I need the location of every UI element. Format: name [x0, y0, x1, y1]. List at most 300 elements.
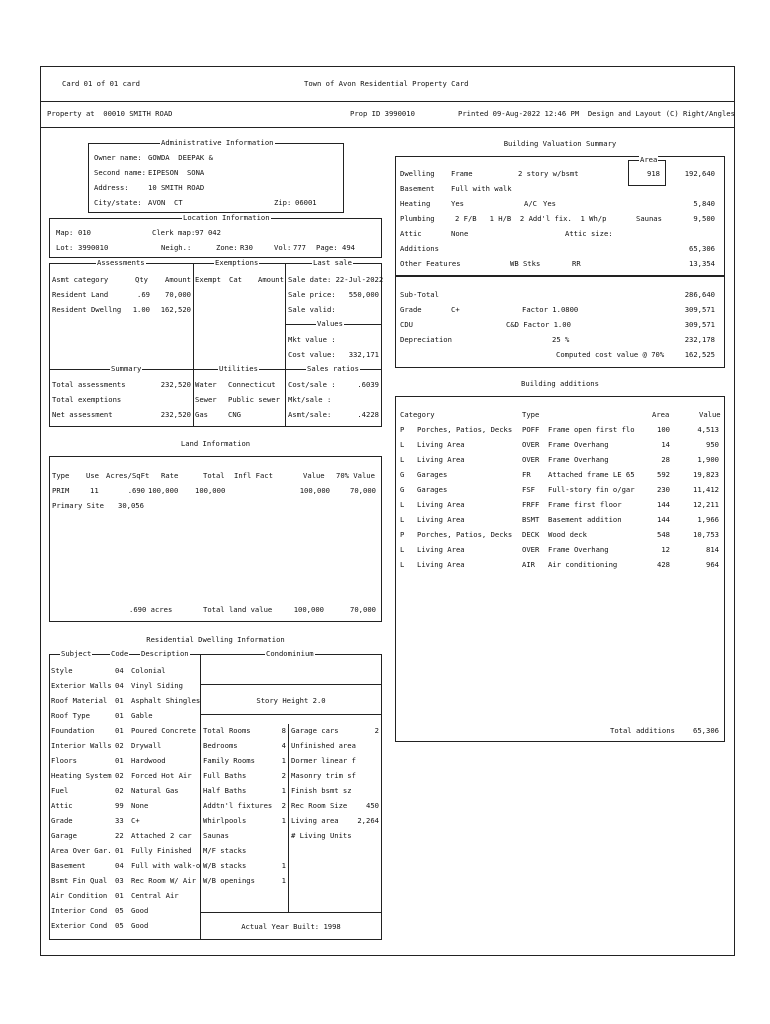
add-header-type: Type [522, 410, 540, 419]
ac-value: Yes [543, 199, 556, 208]
ratio-row-3-value: .4228 [357, 410, 379, 419]
subtotal-value: 286,640 [684, 290, 715, 299]
garage-value: 450 [366, 801, 379, 810]
res-subject: Foundation [51, 726, 95, 735]
addition-value: 19,823 [693, 470, 719, 479]
land-header-value: Value [303, 471, 325, 480]
addition-area: 28 [661, 455, 670, 464]
depreciation-pct: 25 % [552, 335, 570, 344]
residential-title: Residential Dwelling Information [146, 635, 285, 644]
res-subject: Style [51, 666, 73, 675]
addition-value: 4,513 [697, 425, 719, 434]
addition-type-code: OVER [522, 440, 540, 449]
plumbing-detail: 2 F/B 1 H/B 2 Add'l fix. 1 Wh/p [455, 214, 607, 223]
room-label: Saunas [203, 831, 229, 840]
addition-value: 1,900 [697, 455, 719, 464]
room-count: 2 [281, 771, 286, 780]
land-row2-label: Primary Site [52, 501, 104, 510]
addition-type: Full-story fin o/gar [548, 485, 635, 494]
land-row-total: 100,000 [195, 486, 226, 495]
heating-value-text: Yes [451, 199, 464, 208]
res-code: 04 [115, 861, 124, 870]
res-description: None [131, 801, 149, 810]
asmt-row-2-amount: 162,520 [160, 305, 191, 314]
addition-area: 100 [657, 425, 670, 434]
page-label: Page: [316, 243, 338, 252]
res-subject: Exterior Cond [51, 921, 108, 930]
exempt-header-amount: Amount [258, 275, 284, 284]
room-label: Full Baths [203, 771, 247, 780]
additions-value: 65,306 [689, 244, 715, 253]
res-subject: Air Condition [51, 891, 108, 900]
res-description: Colonial [131, 666, 166, 675]
room-label: Addtn'l fixtures [203, 801, 273, 810]
asmt-row-2-category: Resident Dwellng [52, 305, 122, 314]
res-subject: Heating System [51, 771, 112, 780]
land-row-use: 11 [90, 486, 99, 495]
heating-label: Heating [400, 199, 431, 208]
exempt-header-cat: Cat [229, 275, 242, 284]
res-header-description: Description [141, 649, 189, 658]
lot-label: Lot: [56, 243, 74, 252]
address-label: Address: [94, 183, 129, 192]
res-subject: Floors [51, 756, 77, 765]
second-label: Second name: [94, 168, 146, 177]
res-description: Hardwood [131, 756, 166, 765]
res-header-subject: Subject [61, 649, 92, 658]
grid-divider-2 [285, 263, 286, 427]
room-count: 2 [281, 801, 286, 810]
land-total-value: 100,000 [293, 605, 324, 614]
room-label: Total Rooms [203, 726, 251, 735]
heating-value: 5,840 [693, 199, 715, 208]
addition-type-code: BSMT [522, 515, 540, 524]
computed-label: Computed cost value @ 70% [556, 350, 665, 359]
res-code: 02 [115, 741, 124, 750]
garage-label: Finish bsmt sz [291, 786, 352, 795]
asmt-row-2-qty: 1.00 [132, 305, 150, 314]
land-header-total: Total [203, 471, 225, 480]
room-label: Bedrooms [203, 741, 238, 750]
room-count: 1 [281, 786, 286, 795]
asmt-header-qty: Qty [135, 275, 148, 284]
sales-ratios-title: Sales ratios [307, 364, 359, 373]
res-description: Rec Room W/ Air [131, 876, 196, 885]
plumbing-label: Plumbing [400, 214, 435, 223]
res-code: 01 [115, 846, 124, 855]
vol-value: 777 [293, 243, 306, 252]
addition-type: Attached frame LE 65 [548, 470, 635, 479]
addition-value: 12,211 [693, 500, 719, 509]
land-header-acres: Acres/SqFt [106, 471, 150, 480]
mkt-value-label: Mkt value : [288, 335, 336, 344]
res-code: 99 [115, 801, 124, 810]
ac-label: A/C [524, 199, 537, 208]
vol-label: Vol: [274, 243, 292, 252]
clerk-label: Clerk map: [152, 228, 196, 237]
addition-value: 11,412 [693, 485, 719, 494]
ratio-row-2-label: Mkt/sale : [288, 395, 332, 404]
exempt-header-exempt: Exempt [195, 275, 221, 284]
summary-title: Summary [111, 364, 142, 373]
sale-price-label: Sale price: [288, 290, 336, 299]
addition-category: Porches, Patios, Decks [417, 530, 513, 539]
res-subject: Interior Cond [51, 906, 108, 915]
utility-row-2-type: Sewer [195, 395, 217, 404]
addition-type: Frame Overhang [548, 455, 609, 464]
cost-value: 332,171 [348, 350, 379, 359]
addition-value: 950 [706, 440, 719, 449]
summary-row-2-label: Total exemptions [52, 395, 122, 404]
header-divider-2 [40, 127, 735, 128]
utility-row-2-value: Public sewer [228, 395, 280, 404]
room-count: 1 [281, 861, 286, 870]
room-label: M/F stacks [203, 846, 247, 855]
garage-label: Rec Room Size [291, 801, 348, 810]
land-header-type: Type [52, 471, 70, 480]
res-code: 01 [115, 696, 124, 705]
addition-type: Frame open first flo [548, 425, 635, 434]
area-label: Area [640, 155, 658, 164]
res-code: 03 [115, 876, 124, 885]
garage-value: 2 [374, 726, 379, 735]
room-count: 1 [281, 816, 286, 825]
addition-code: L [400, 500, 405, 509]
room-label: Whirlpools [203, 816, 247, 825]
addition-category: Living Area [417, 515, 465, 524]
res-code: 01 [115, 756, 124, 765]
land-box [49, 456, 382, 622]
basement-label: Basement [400, 184, 435, 193]
addition-code: G [400, 485, 405, 494]
additions-label: Additions [400, 244, 439, 253]
cdu-value: 309,571 [684, 320, 715, 329]
grade-factor: Factor 1.0800 [522, 305, 579, 314]
land-header-70: 70% Value [336, 471, 375, 480]
res-subject: Fuel [51, 786, 69, 795]
grade-amount: 309,571 [684, 305, 715, 314]
res-subject: Roof Type [51, 711, 90, 720]
res-header-code: Code [111, 649, 129, 658]
sale-date: Sale date: 22-Jul-2022 [288, 275, 384, 284]
land-row-70: 70,000 [350, 486, 376, 495]
room-count: 1 [281, 756, 286, 765]
res-description: Poured Concrete [131, 726, 196, 735]
garage-label: Masonry trim sf [291, 771, 356, 780]
subtotal-label: Sub-Total [400, 290, 439, 299]
year-built: Actual Year Built: 1998 [241, 922, 341, 931]
addition-type-code: FRFF [522, 500, 540, 509]
addition-category: Living Area [417, 545, 465, 554]
addition-value: 1,966 [697, 515, 719, 524]
values-title: Values [317, 319, 343, 328]
neigh-label: Neigh.: [161, 243, 192, 252]
res-subject: Grade [51, 816, 73, 825]
res-code: 02 [115, 786, 124, 795]
land-row-value: 100,000 [299, 486, 330, 495]
zone-label: Zone: [216, 243, 238, 252]
grade-label: Grade [400, 305, 422, 314]
map-label: Map: [56, 228, 74, 237]
addition-area: 144 [657, 500, 670, 509]
land-row-type: PRIM [52, 486, 70, 495]
utility-row-1-type: Water [195, 380, 217, 389]
lot-value: 3990010 [78, 243, 109, 252]
basement-value: Full with walk [451, 184, 512, 193]
additions-total-value: 65,306 [693, 726, 719, 735]
addition-type-code: POFF [522, 425, 540, 434]
computed-value: 162,525 [684, 350, 715, 359]
land-row2-value: 30,056 [118, 501, 144, 510]
land-header-use: Use [86, 471, 99, 480]
summary-row-3-label: Net assessment [52, 410, 113, 419]
room-label: W/B openings [203, 876, 255, 885]
zone-value: R30 [240, 243, 253, 252]
addition-code: L [400, 545, 405, 554]
story-height: Story Height 2.0 [256, 696, 326, 705]
addition-area: 144 [657, 515, 670, 524]
dwelling-frame: Frame [451, 169, 473, 178]
cdu-factor: C&D Factor 1.00 [506, 320, 571, 329]
land-total-70: 70,000 [350, 605, 376, 614]
asmt-header-category: Asmt category [52, 275, 109, 284]
addition-area: 592 [657, 470, 670, 479]
grade-value: C+ [451, 305, 460, 314]
utility-row-3-value: CNG [228, 410, 241, 419]
sale-valid-label: Sale valid: [288, 305, 336, 314]
res-code: 22 [115, 831, 124, 840]
addition-type-code: FSF [522, 485, 535, 494]
utilities-title: Utilities [219, 364, 258, 373]
res-subject: Bsmt Fin Qual [51, 876, 108, 885]
res-code: 04 [115, 666, 124, 675]
garage-value: 2,264 [357, 816, 379, 825]
res-code: 01 [115, 726, 124, 735]
addition-code: L [400, 455, 405, 464]
addition-type: Air conditioning [548, 560, 618, 569]
room-label: Half Baths [203, 786, 247, 795]
addition-category: Porches, Patios, Decks [417, 425, 513, 434]
res-description: Drywall [131, 741, 162, 750]
addition-category: Living Area [417, 440, 465, 449]
page-value: 494 [342, 243, 355, 252]
res-code: 01 [115, 711, 124, 720]
exemptions-title: Exemptions [215, 258, 259, 267]
res-description: Attached 2 car [131, 831, 192, 840]
dwelling-value: 192,640 [684, 169, 715, 178]
addition-code: L [400, 440, 405, 449]
summary-row-3-value: 232,520 [160, 410, 191, 419]
condominium-title: Condominium [266, 649, 314, 658]
addition-area: 428 [657, 560, 670, 569]
asmt-header-amount: Amount [165, 275, 191, 284]
zip-value: 06001 [295, 198, 317, 207]
attic-label: Attic [400, 229, 422, 238]
asmt-row-1-category: Resident Land [52, 290, 109, 299]
last-sale-title: Last sale [313, 258, 352, 267]
valuation-title: Building Valuation Summary [503, 139, 617, 148]
land-total-label: Total land value [203, 605, 273, 614]
res-description: Asphalt Shingles [131, 696, 201, 705]
res-code: 01 [115, 891, 124, 900]
city-value: AVON CT [148, 198, 183, 207]
saunas-label: Saunas [636, 214, 662, 223]
land-header-rate: Rate [161, 471, 179, 480]
addition-code: L [400, 515, 405, 524]
land-row-acres: .690 [127, 486, 145, 495]
add-header-area: Area [652, 410, 670, 419]
zip-label: Zip: [274, 198, 292, 207]
addition-type: Wood deck [548, 530, 587, 539]
addition-code: P [400, 530, 405, 539]
ratio-row-1-value: .6039 [357, 380, 379, 389]
addition-value: 814 [706, 545, 719, 554]
room-label: W/B stacks [203, 861, 247, 870]
card-number: Card 01 of 01 card [62, 79, 140, 88]
attic-value: None [451, 229, 469, 238]
res-code: 02 [115, 771, 124, 780]
plumbing-value: 9,500 [693, 214, 715, 223]
other-features-value: 13,354 [689, 259, 715, 268]
property-address: Property at 00010 SMITH ROAD [47, 109, 173, 118]
res-description: C+ [131, 816, 140, 825]
res-code: 33 [115, 816, 124, 825]
land-total-acres: .690 acres [129, 605, 173, 614]
other-features-label: Other Features [400, 259, 461, 268]
addition-code: P [400, 425, 405, 434]
res-description: Fully Finished [131, 846, 192, 855]
add-header-value: Value [699, 410, 721, 419]
condo-divider [200, 684, 382, 685]
garage-label: Dormer linear f [291, 756, 356, 765]
garage-label: Unfinished area [291, 741, 356, 750]
grid-divider-1 [193, 263, 194, 427]
ratio-row-3-label: Asmt/sale: [288, 410, 332, 419]
utility-row-1-value: Connecticut [228, 380, 276, 389]
land-row-rate: 100,000 [148, 486, 179, 495]
res-subject: Interior Walls [51, 741, 112, 750]
garage-label: Garage cars [291, 726, 339, 735]
other-wb-stks: WB Stks [510, 259, 541, 268]
addition-type: Frame Overhang [548, 545, 609, 554]
res-description: Gable [131, 711, 153, 720]
addition-category: Living Area [417, 455, 465, 464]
addition-value: 964 [706, 560, 719, 569]
res-subject: Garage [51, 831, 77, 840]
printed-line: Printed 09-Aug-2022 12:46 PM Design and Layout (C) Right/Angles [458, 109, 735, 118]
other-rr: RR [572, 259, 581, 268]
addition-type-code: OVER [522, 455, 540, 464]
res-code: 05 [115, 906, 124, 915]
prop-id: Prop ID 3990010 [350, 109, 415, 118]
res-subject: Roof Material [51, 696, 108, 705]
res-subject: Exterior Walls [51, 681, 112, 690]
depreciation-label: Depreciation [400, 335, 452, 344]
location-title: Location Information [183, 213, 270, 222]
clerk-value: 97 042 [195, 228, 221, 237]
year-divider [200, 912, 382, 913]
res-description: Good [131, 906, 149, 915]
addition-type-code: FR [522, 470, 531, 479]
asmt-row-1-amount: 70,000 [165, 290, 191, 299]
addition-category: Living Area [417, 560, 465, 569]
story-divider [200, 714, 382, 715]
ratio-row-1-label: Cost/sale : [288, 380, 336, 389]
land-title: Land Information [180, 439, 251, 448]
res-description: Forced Hot Air [131, 771, 192, 780]
addition-category: Garages [417, 470, 448, 479]
address-value: 10 SMITH ROAD [148, 183, 205, 192]
room-label: Family Rooms [203, 756, 255, 765]
additions-total-label: Total additions [610, 726, 675, 735]
depreciation-value: 232,178 [684, 335, 715, 344]
addition-value: 10,753 [693, 530, 719, 539]
cost-value-label: Cost value: [288, 350, 336, 359]
res-subject: Basement [51, 861, 86, 870]
owner-label: Owner name: [94, 153, 142, 162]
residential-divider-2 [288, 724, 289, 912]
additions-title: Building additions [521, 379, 599, 388]
location-box [49, 218, 382, 258]
addition-area: 14 [661, 440, 670, 449]
addition-type: Frame Overhang [548, 440, 609, 449]
room-count: 8 [281, 726, 286, 735]
asmt-row-1-qty: .69 [137, 290, 150, 299]
res-subject: Area Over Gar. [51, 846, 112, 855]
addition-type: Basement addition [548, 515, 622, 524]
header-divider-1 [40, 101, 735, 102]
dwelling-type: 2 story w/bsmt [518, 169, 579, 178]
city-label: City/state: [94, 198, 142, 207]
addition-area: 548 [657, 530, 670, 539]
res-description: Central Air [131, 891, 179, 900]
addition-type-code: AIR [522, 560, 535, 569]
owner-value: GOWDA DEEPAK & [148, 153, 213, 162]
res-description: Vinyl Siding [131, 681, 183, 690]
addition-area: 230 [657, 485, 670, 494]
dwelling-label: Dwelling [400, 169, 435, 178]
addition-area: 12 [661, 545, 670, 554]
summary-row-1-value: 232,520 [160, 380, 191, 389]
garage-label: Living area [291, 816, 339, 825]
summary-row-1-label: Total assessments [52, 380, 126, 389]
res-description: Good [131, 921, 149, 930]
cdu-label: CDU [400, 320, 413, 329]
res-code: 04 [115, 681, 124, 690]
room-count: 4 [281, 741, 286, 750]
attic-size-label: Attic size: [565, 229, 613, 238]
res-description: Natural Gas [131, 786, 179, 795]
addition-code: G [400, 470, 405, 479]
addition-category: Garages [417, 485, 448, 494]
card-title: Town of Avon Residential Property Card [304, 79, 469, 88]
addition-type: Frame first floor [548, 500, 622, 509]
map-value: 010 [78, 228, 91, 237]
addition-type-code: OVER [522, 545, 540, 554]
res-subject: Attic [51, 801, 73, 810]
add-header-category: Category [400, 410, 435, 419]
sale-price-value: 550,000 [348, 290, 379, 299]
utility-row-3-type: Gas [195, 410, 208, 419]
res-description: Full with walk-o [131, 861, 201, 870]
assessments-title: Assessments [97, 258, 145, 267]
second-value: EIPESON SONA [148, 168, 205, 177]
addition-type-code: DECK [522, 530, 540, 539]
res-code: 05 [115, 921, 124, 930]
room-count: 1 [281, 876, 286, 885]
admin-title: Administrative Information [161, 138, 274, 147]
addition-category: Living Area [417, 500, 465, 509]
